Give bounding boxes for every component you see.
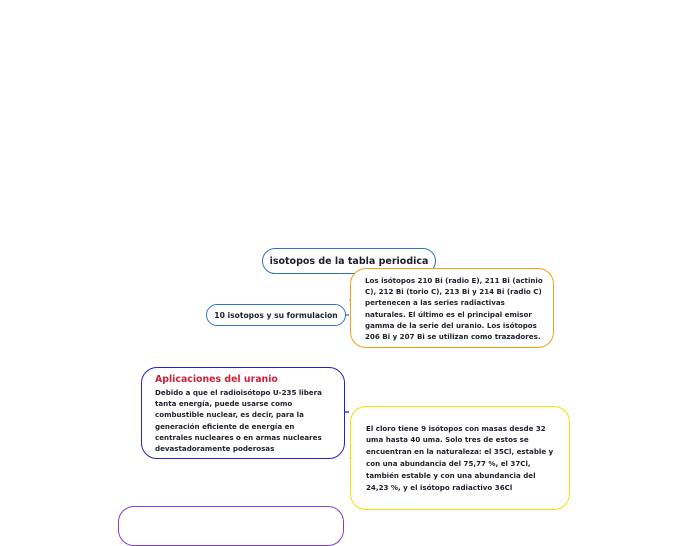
topic-chlorine-isotopes[interactable] — [350, 406, 570, 510]
topic-formulation[interactable] — [206, 304, 346, 326]
topic-bismuth-text: Los isótopos 210 Bi (radio E), 211 Bi (actinio C), 212 Bi (torio C), 213 Bi y 214 Bi (radio C) pertenecen a las series radiactivas naturales. El último es el principal emisor gamma de la serie del uranio. Los isótopos 206 Bi y 207 Bi se utilizan como trazadores. — [365, 276, 543, 342]
topic-formulation-label: 10 isotopos y su formulacion — [214, 310, 338, 320]
topic-chlorine-text: El cloro tiene 9 isótopos con masas desde 32 uma hasta 40 uma. Solo tres de estos se encuentran en la naturaleza: el 35Cl, estable y con una abundancia del 75,77 %, el 37Cl, también estable y con una abundancia del 24,23 %, y el isótopo radiactivo 36Cl — [366, 423, 554, 492]
topic-uranium-text: Debido a que el radioisótopo U-235 libera tanta energía, puede usarse como combustible nuclear, es decir, para la generación eficiente de energía en centrales nucleares o en armas nucleares devastadoramente poderosas — [155, 388, 322, 454]
topic-uranium-title: Aplicaciones del uranio — [155, 374, 278, 385]
topic-partial-offscreen[interactable] — [118, 506, 344, 546]
topic-bismuth-isotopes[interactable] — [350, 268, 554, 348]
root-topic-label: isotopos de la tabla periodica — [269, 255, 429, 267]
topic-uranium-applications[interactable] — [141, 367, 345, 459]
